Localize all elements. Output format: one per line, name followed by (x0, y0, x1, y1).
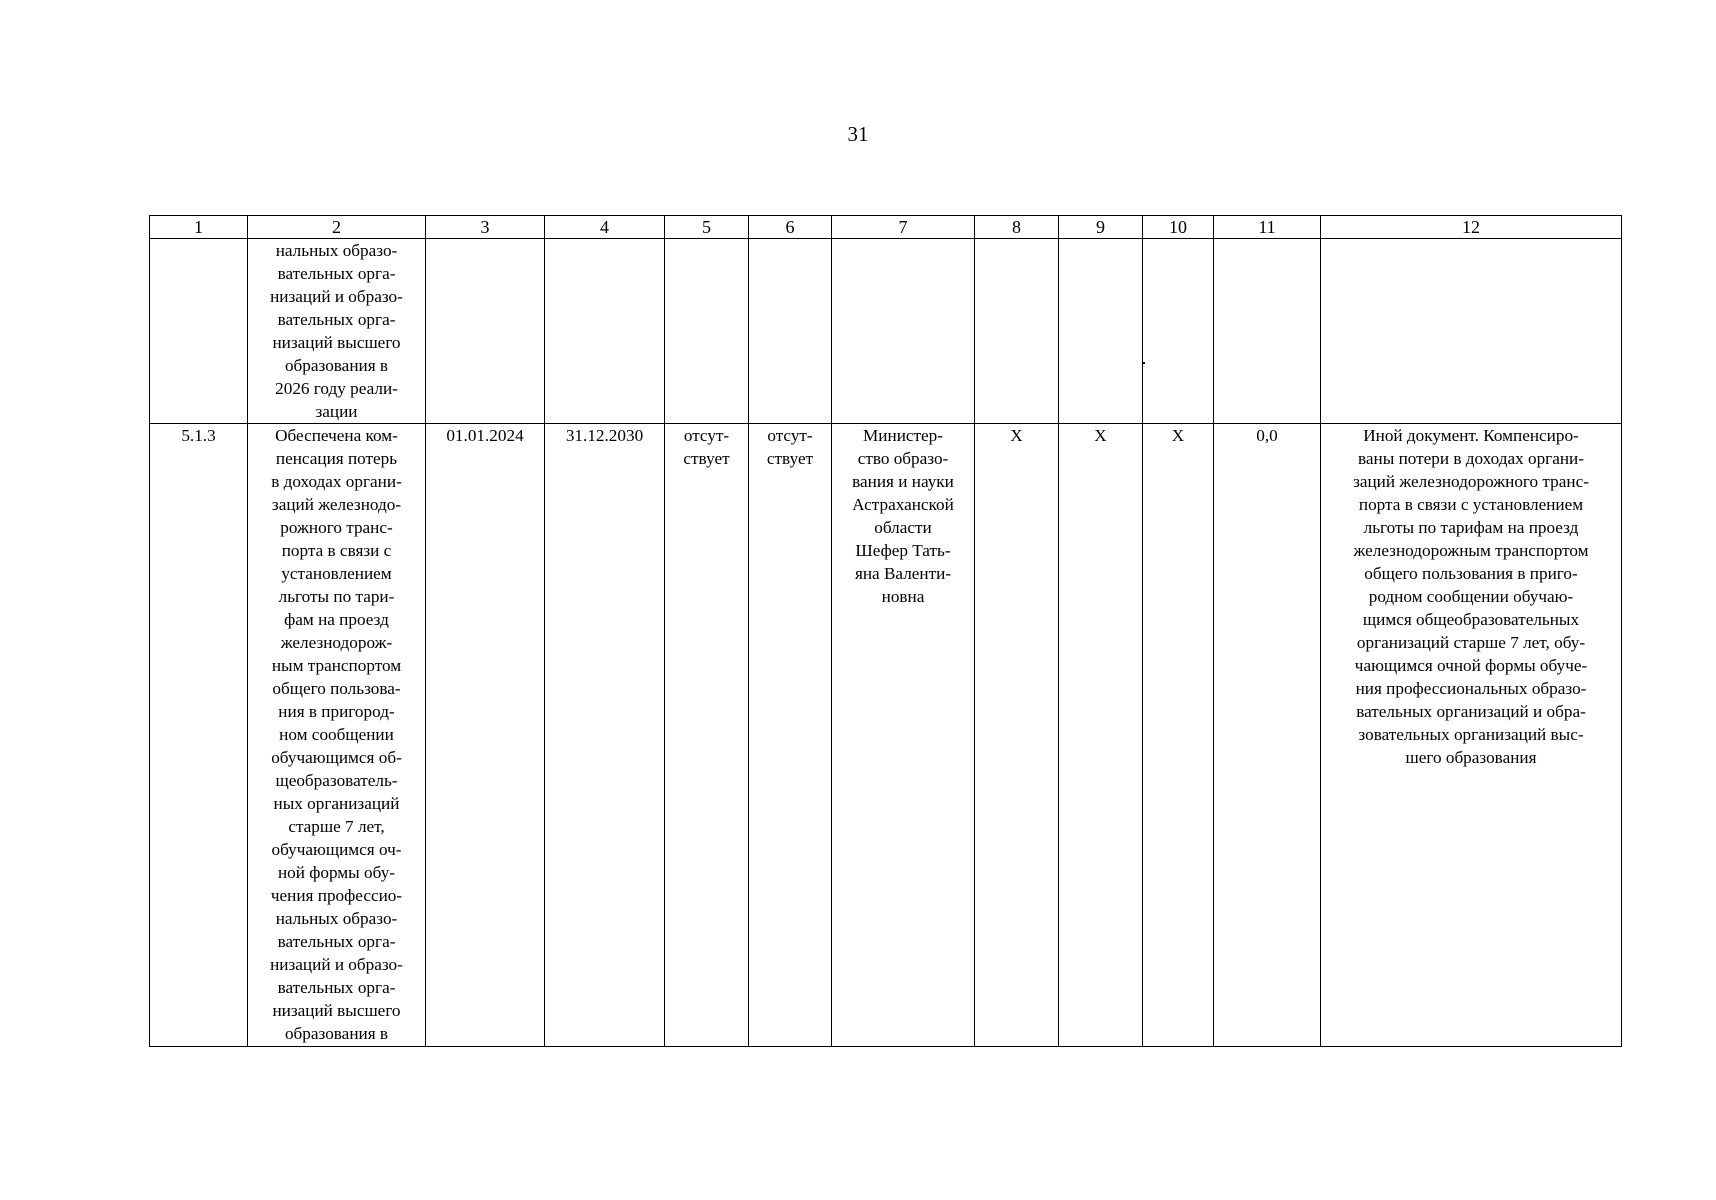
text-line: нальных образо- (275, 909, 398, 928)
table-row-5-1-3 (150, 424, 1622, 1047)
cell-col6 (749, 239, 832, 424)
cell-start-date: 01.01.2024 (426, 424, 545, 1047)
column-number-9: 9 (1059, 216, 1143, 239)
text-line: вательных организаций и обра- (1356, 702, 1586, 721)
text-line: зовательных организаций выс- (1358, 725, 1584, 744)
text-line: вательных орга- (277, 932, 396, 951)
text-line: 2026 году реали- (275, 379, 398, 398)
text-line: старше 7 лет, (288, 817, 385, 836)
header-row (150, 216, 1622, 239)
text-line: обучающимся об- (271, 748, 402, 767)
text-line: Шефер Тать- (855, 541, 951, 560)
cell-end-date: 31.12.2030 (545, 424, 665, 1047)
column-number-5: 5 (665, 216, 749, 239)
cell-start-date (426, 239, 545, 424)
column-number-10: 10 (1143, 216, 1214, 239)
text-line: установлением (281, 564, 392, 583)
cell-col8: Х (975, 424, 1059, 1047)
cell-responsible (832, 424, 975, 1047)
page-number: 31 (847, 122, 869, 146)
column-number-7: 7 (832, 216, 975, 239)
text-line: образования в (284, 356, 389, 375)
text-line: в доходах органи- (271, 472, 402, 491)
text-line: низаций и образо- (270, 955, 403, 974)
text-line: ной формы обу- (277, 863, 396, 882)
text-line: рожного транс- (280, 518, 393, 537)
text-line: Иной документ. Компенсиро- (1363, 426, 1579, 445)
cell-col11: 0,0 (1214, 424, 1321, 1047)
text-line: области (874, 518, 932, 537)
text-line: ствует (766, 449, 814, 468)
text-line: общего пользова- (272, 679, 401, 698)
column-number-12: 12 (1321, 216, 1622, 239)
text-line: пенсация потерь (275, 449, 398, 468)
cell-col8 (975, 239, 1059, 424)
text-line: железнодорож- (280, 633, 393, 652)
text-line: чающимся очной формы обуче- (1354, 656, 1588, 675)
text-line: нальных образо- (275, 241, 398, 260)
column-number-1: 1 (150, 216, 248, 239)
text-line: льготы по тарифам на проезд (1363, 518, 1579, 537)
text-line: Астраханской (852, 495, 954, 514)
text-line: отсут- (767, 426, 813, 445)
text-line: льготы по тари- (278, 587, 395, 606)
cell-col10 (1143, 239, 1214, 424)
text-line: низаций и образо- (270, 287, 403, 306)
cell-result (1321, 424, 1622, 1047)
text-line: низаций высшего (272, 333, 401, 352)
cell-number (150, 239, 248, 424)
cell-end-date (545, 239, 665, 424)
text-line: ных организаций (273, 794, 400, 813)
text-line: заций железнодо- (271, 495, 402, 514)
text-line: новна (881, 587, 925, 606)
text-line: обучающимся оч- (271, 840, 402, 859)
cell-col5 (665, 424, 749, 1047)
measures-table (149, 215, 1622, 1047)
text-line: железнодорожным транспортом (1353, 541, 1589, 560)
text-line: ваны потери в доходах органи- (1358, 449, 1584, 468)
text-line: заций железнодорожного транс- (1353, 472, 1589, 491)
text-line: низаций высшего (272, 1001, 401, 1020)
cell-col9: Х (1059, 424, 1143, 1047)
text-line: ния в пригород- (278, 702, 395, 721)
text-line: ном сообщении (279, 725, 394, 744)
column-number-6: 6 (749, 216, 832, 239)
text-line: организаций старше 7 лет, обу- (1356, 633, 1586, 652)
text-line: порта в связи с установлением (1358, 495, 1584, 514)
text-line: родном сообщении обучаю- (1368, 587, 1574, 606)
text-line: ство образо- (857, 449, 949, 468)
text-line: вательных орга- (277, 978, 396, 997)
cell-result (1321, 239, 1622, 424)
text-line: общего пользования в приго- (1364, 564, 1578, 583)
text-line: щимся общеобразовательных (1362, 610, 1580, 629)
cell-col6 (749, 424, 832, 1047)
column-number-3: 3 (426, 216, 545, 239)
column-number-11: 11 (1214, 216, 1321, 239)
text-line: вательных орга- (277, 310, 396, 329)
text-line: отсут- (683, 426, 730, 445)
text-line: Обеспечена ком- (275, 426, 398, 445)
cell-measure-name (248, 424, 426, 1047)
column-number-4: 4 (545, 216, 665, 239)
text-line: вания и науки (852, 472, 954, 491)
text-line: ствует (683, 449, 730, 468)
cell-col10: Х (1143, 424, 1214, 1047)
text-line: образования в (284, 1024, 389, 1043)
cell-col9 (1059, 239, 1143, 424)
cell-responsible (832, 239, 975, 424)
text-line: щеобразователь- (275, 771, 398, 790)
text-line: чения профессио- (270, 886, 403, 905)
text-line: шего образования (1405, 748, 1537, 767)
column-number-8: 8 (975, 216, 1059, 239)
cell-measure-name (248, 239, 426, 424)
text-line: ным транспортом (271, 656, 402, 675)
cell-number: 5.1.3 (150, 424, 248, 1047)
cell-col11 (1214, 239, 1321, 424)
text-line: порта в связи с (281, 541, 392, 560)
text-line: зации (315, 402, 358, 421)
cell-col5 (665, 239, 749, 424)
text-line: фам на проезд (284, 610, 389, 629)
column-number-2: 2 (248, 216, 426, 239)
text-line: ния профессиональных образо- (1355, 679, 1587, 698)
table-row-continuation (150, 239, 1622, 424)
text-line: вательных орга- (277, 264, 396, 283)
scan-speck (1143, 362, 1145, 364)
text-line: Министер- (863, 426, 943, 445)
text-line: яна Валенти- (854, 564, 952, 583)
